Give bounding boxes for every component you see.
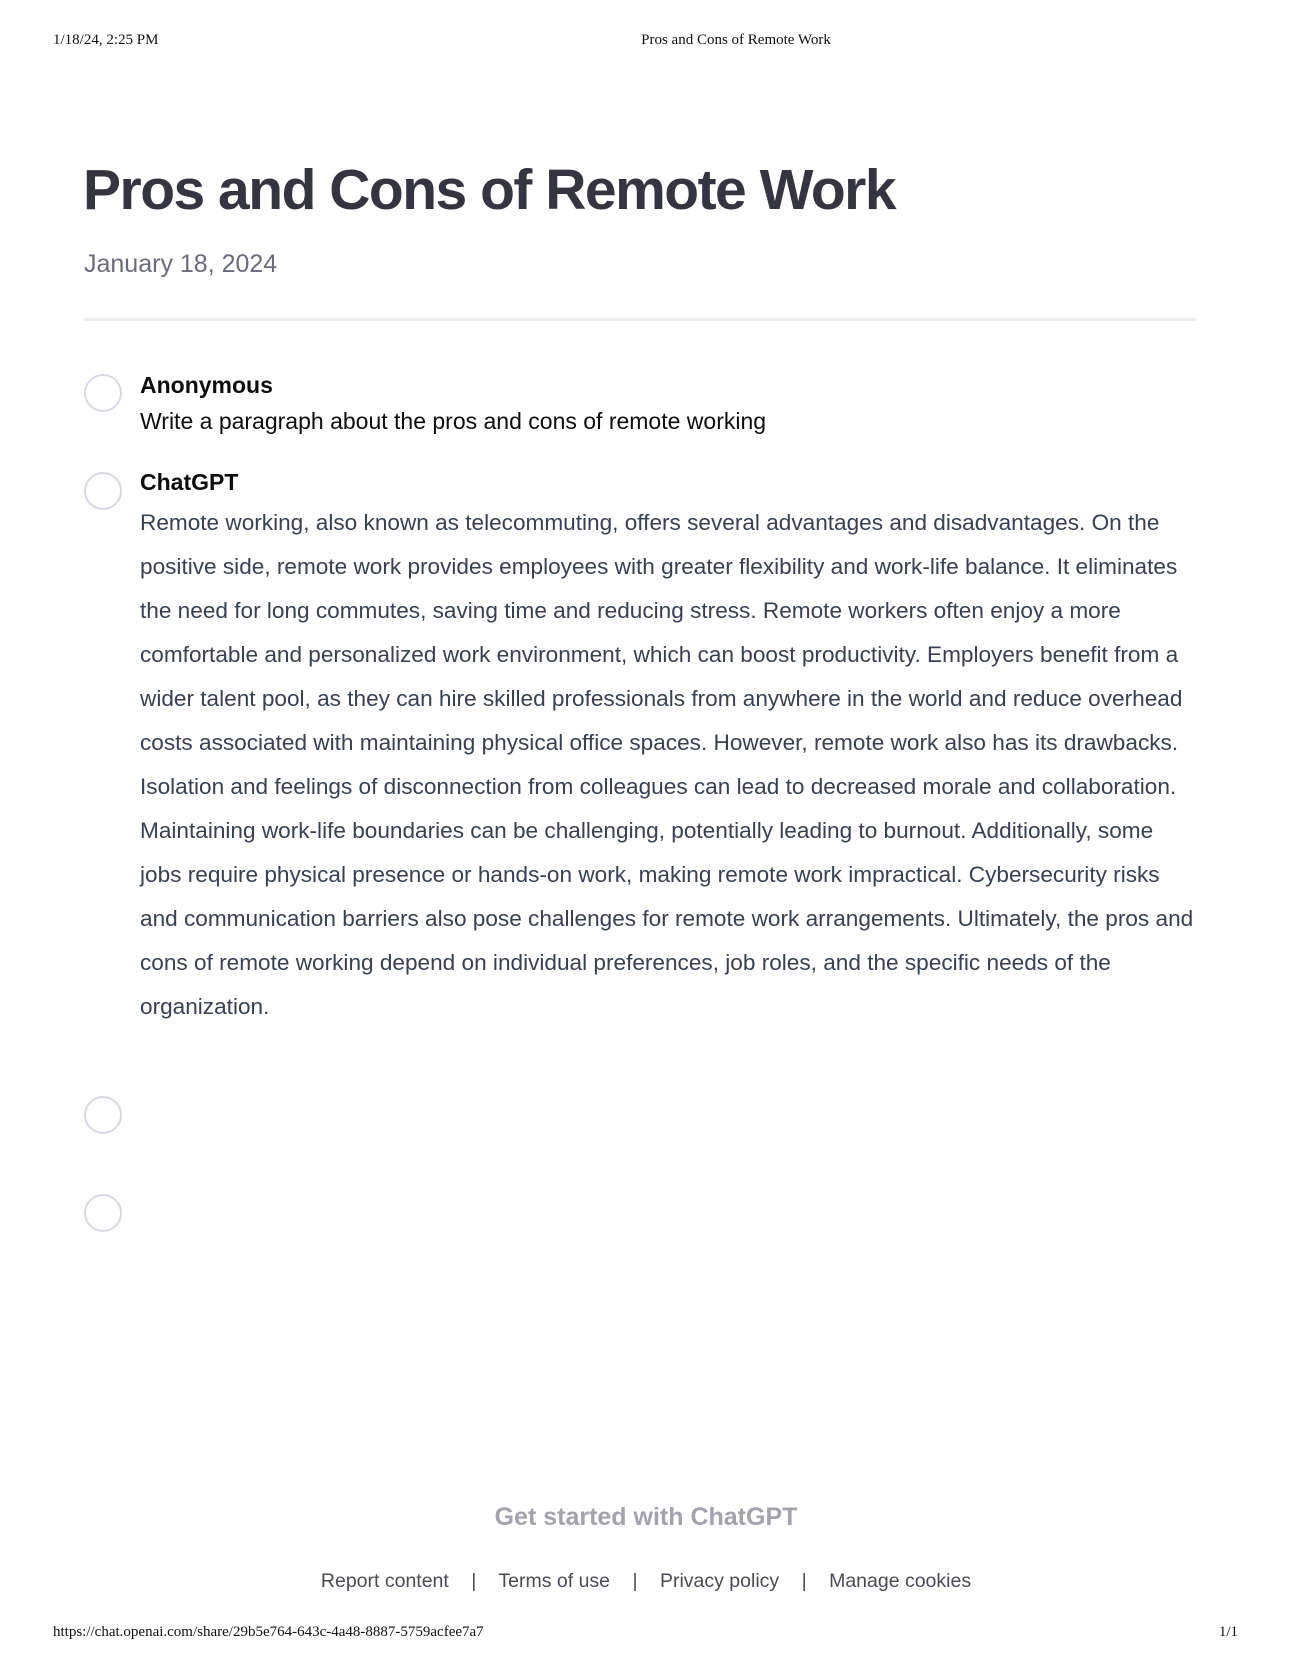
manage-cookies-link[interactable]: Manage cookies <box>829 1570 972 1592</box>
assistant-avatar-icon <box>84 472 122 510</box>
privacy-policy-link[interactable]: Privacy policy <box>659 1570 780 1592</box>
print-header <box>0 30 1292 54</box>
print-url: https://chat.openai.com/share/29b5e764-643c-4a48-8887-5759acfee7a7 <box>53 1624 484 1640</box>
print-datetime: 1/18/24, 2:25 PM <box>53 32 159 48</box>
print-page-number: 1/1 <box>1218 1624 1238 1640</box>
user-avatar-icon <box>84 374 122 412</box>
message-author: Anonymous <box>140 372 273 398</box>
terms-of-use-link[interactable]: Terms of use <box>498 1570 611 1592</box>
footer-separator: | <box>632 1570 638 1592</box>
message-author: ChatGPT <box>140 469 239 495</box>
message-text: Write a paragraph about the pros and cons of remote working <box>140 408 767 434</box>
conversation-date: January 18, 2024 <box>84 250 278 278</box>
page-title: Pros and Cons of Remote Work <box>83 158 896 222</box>
print-title: Pros and Cons of Remote Work <box>641 32 831 48</box>
avatar-icon <box>84 1194 122 1232</box>
get-started-button[interactable]: Get started with ChatGPT <box>494 1503 798 1531</box>
print-footer <box>0 1622 1292 1646</box>
footer-separator: | <box>471 1570 477 1592</box>
footer-separator: | <box>801 1570 807 1592</box>
message-text: Remote working, also known as telecommuting, offers several advantages and disadvantages. On the positive side, remote work provides employees with greater flexibility and work-life balance. It eliminates the need for long commutes, saving time and reducing stress. Remote workers often enjoy a more comfortable and personalized work environment, which can boost productivity. Employers benefit from a wider talent pool, as they can hire skilled professionals from anywhere in the world and reduce overhead costs associated with maintaining physical office spaces. However, remote work also has its drawbacks. Isolation and feelings of disconnection from colleagues can lead to decreased morale and collaboration. Maintaining work-life boundaries can be challenging, potentially leading to burnout. Additionally, some jobs require physical presence or hands-on work, making remote work impractical. Cybersecurity risks and communication barriers also pose challenges for remote work arrangements. Ultimately, the pros and cons of remote working depend on individual preferences, job roles, and the specific needs of the organization. <box>140 510 1194 1019</box>
report-content-link[interactable]: Report content <box>320 1570 449 1592</box>
avatar-icon <box>84 1096 122 1134</box>
footer-links <box>0 1568 1292 1594</box>
header-divider <box>84 318 1196 321</box>
